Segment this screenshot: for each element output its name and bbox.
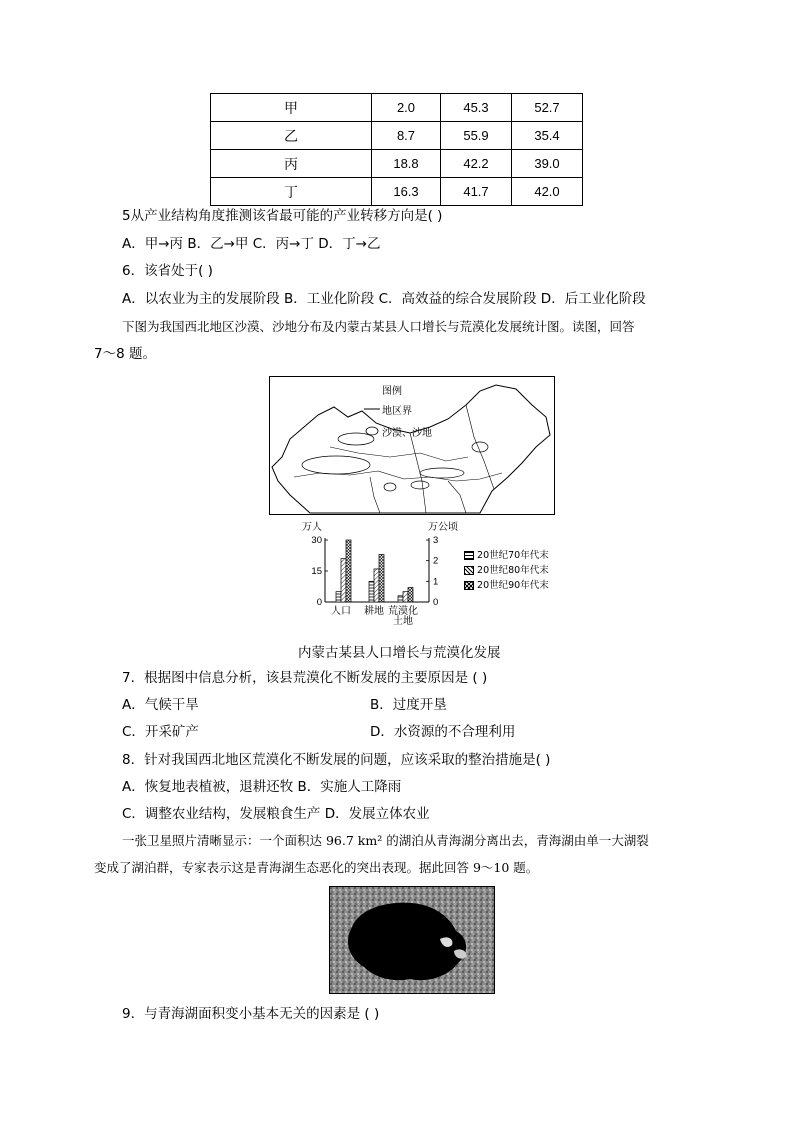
question-8-options-line2: C．调整农业结构，发展粮食生产 D．发展立体农业	[122, 806, 430, 822]
table-row	[211, 122, 583, 150]
legend-label-70s: 20世纪70年代末	[477, 550, 549, 561]
bar	[341, 559, 346, 602]
category-label: 耕地	[364, 606, 384, 617]
china-map-outline	[270, 377, 554, 514]
table-cell: 42.0	[512, 178, 583, 206]
left-tick-label: 30	[311, 535, 322, 546]
chart-svg	[296, 518, 596, 636]
legend-swatch-80s	[464, 566, 474, 575]
bar	[403, 592, 408, 602]
question-8-options-line1: A．恢复地表植被，退耕还牧 B．实施人工降雨	[122, 779, 402, 795]
table-cell: 55.9	[441, 122, 512, 150]
question-6-stem: 6．该省处于( )	[122, 263, 213, 279]
question-7-stem: 7．根据图中信息分析，该县荒漠化不断发展的主要原因是 ( )	[122, 670, 488, 686]
bar	[374, 569, 379, 602]
legend-label-90s: 20世纪90年代末	[477, 580, 549, 591]
question-5-stem: 5从产业结构角度推测该省最可能的产业转移方向是( )	[122, 208, 443, 224]
question-7-option-a: A．气候干旱	[122, 697, 199, 713]
legend-swatch-90s	[464, 581, 474, 590]
legend-swatch-70s	[464, 551, 474, 560]
left-tick-label: 0	[316, 597, 322, 608]
qinghai-lake-satellite-photo	[329, 886, 495, 994]
category-label: 土地	[393, 616, 413, 627]
legend-label-80s: 20世纪80年代末	[477, 565, 549, 576]
data-table	[210, 93, 583, 206]
category-label: 人口	[331, 606, 351, 617]
northwest-desert-map	[269, 376, 555, 515]
map-legend-desert: 沙漠、沙地	[382, 428, 432, 439]
legend-item-70s	[464, 547, 549, 561]
map-legend-boundary: 地区界	[382, 406, 412, 417]
intro-7-8-line1: 下图为我国西北地区沙漠、沙地分布及内蒙古某县人口增长与荒漠化发展统计图。读图，回答	[122, 319, 635, 334]
intro-9-10-line1: 一张卫星照片清晰显示：一个面积达 96.7 km² 的湖泊从青海湖分离出去，青海湖由单一大湖裂	[122, 833, 649, 848]
right-tick-label: 2	[433, 555, 439, 567]
table-cell: 39.0	[512, 150, 583, 178]
bar	[379, 554, 384, 602]
bar	[346, 540, 351, 602]
bar	[369, 581, 374, 602]
category-label: 荒漠化	[388, 606, 418, 617]
bar	[398, 596, 403, 602]
right-tick-label: 3	[433, 535, 439, 546]
bar	[336, 592, 341, 602]
right-tick-label: 0	[433, 597, 439, 608]
table-row	[211, 178, 583, 206]
question-7-option-b: B．过度开垦	[370, 697, 447, 713]
intro-7-8-line2: 7～8 题。	[94, 346, 156, 362]
intro-9-10-line2: 变成了湖泊群，专家表示这是青海湖生态恶化的突出表现。据此回答 9～10 题。	[94, 860, 539, 875]
question-7-option-d: D．水资源的不合理利用	[370, 724, 516, 740]
population-desertification-chart	[296, 518, 596, 636]
left-axis-label: 万人	[302, 522, 322, 533]
question-7-option-c: C．开采矿产	[122, 724, 199, 740]
right-axis-label: 万公顷	[428, 522, 458, 533]
left-tick-label: 15	[311, 566, 322, 577]
table-cell-name: 乙	[211, 122, 372, 150]
table-cell: 52.7	[512, 94, 583, 122]
chart-caption: 内蒙古某县人口增长与荒漠化发展	[298, 645, 501, 661]
table-cell-name: 甲	[211, 94, 372, 122]
table-cell-name: 丙	[211, 150, 372, 178]
table-cell: 41.7	[441, 178, 512, 206]
legend-item-90s	[464, 577, 549, 591]
table-cell: 8.7	[372, 122, 441, 150]
map-legend-title: 图例	[382, 386, 402, 397]
table-cell: 16.3	[372, 178, 441, 206]
question-8-stem: 8．针对我国西北地区荒漠化不断发展的问题，应该采取的整治措施是( )	[122, 752, 551, 768]
bar	[408, 588, 413, 602]
legend-item-80s	[464, 562, 549, 576]
table-cell: 45.3	[441, 94, 512, 122]
table-cell: 2.0	[372, 94, 441, 122]
table-cell: 35.4	[512, 122, 583, 150]
satellite-image	[330, 887, 494, 993]
question-5-options: A．甲→丙 B．乙→甲 C．丙→丁 D．丁→乙	[122, 236, 381, 252]
table-cell: 18.8	[372, 150, 441, 178]
table-cell: 42.2	[441, 150, 512, 178]
table-cell-name: 丁	[211, 178, 372, 206]
table-row	[211, 94, 583, 122]
table-row	[211, 150, 583, 178]
right-tick-label: 1	[433, 576, 439, 588]
question-9-stem: 9．与青海湖面积变小基本无关的因素是 ( )	[122, 1006, 380, 1022]
question-6-options: A．以农业为主的发展阶段 B．工业化阶段 C．高效益的综合发展阶段 D．后工业化阶段	[122, 291, 646, 307]
